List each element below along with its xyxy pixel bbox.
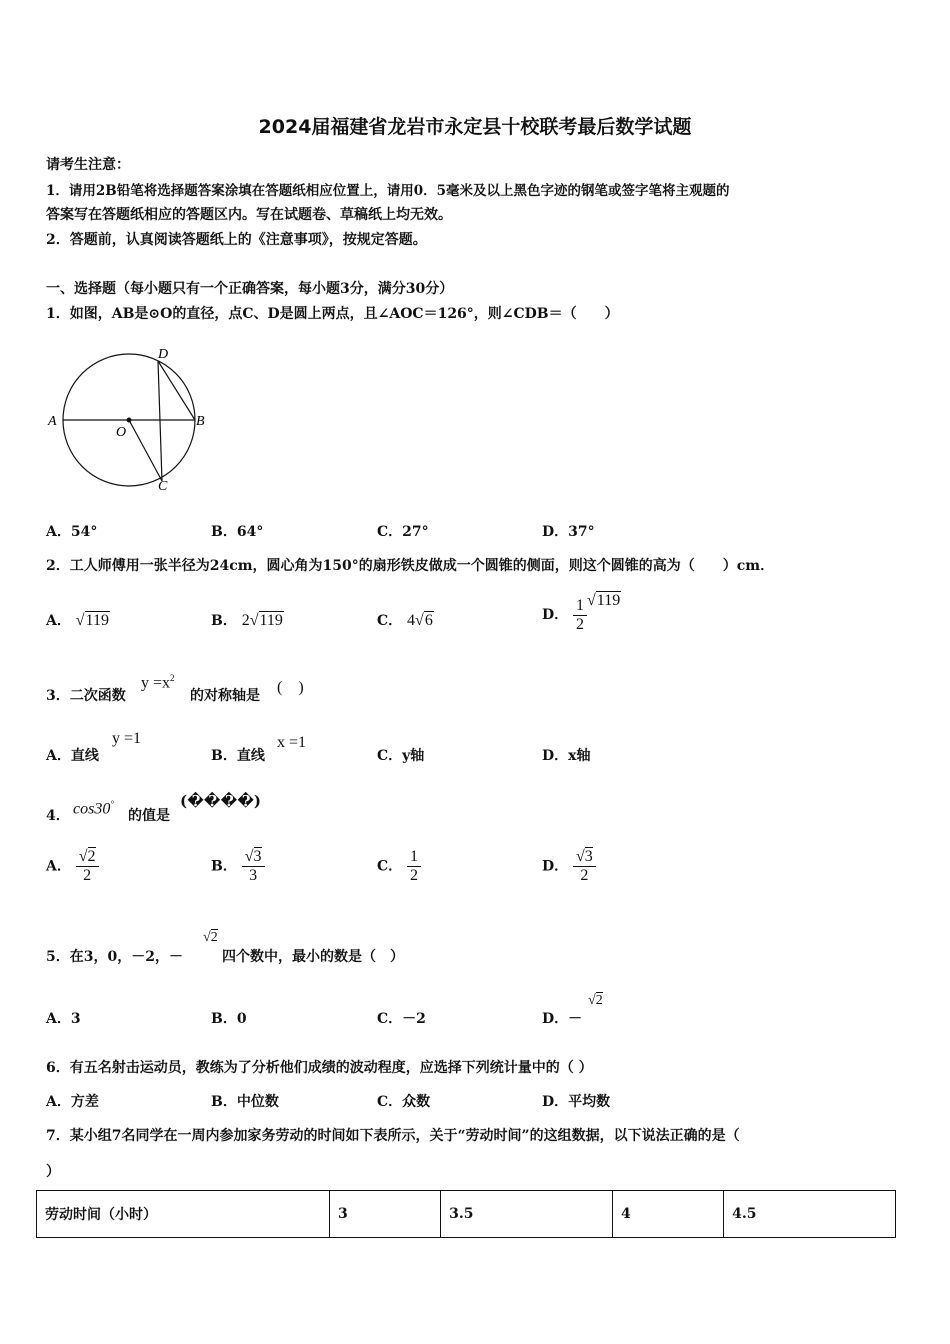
q3-option-a-label: A．直线 — [46, 748, 99, 764]
q5-option-b: B．0 — [211, 1011, 247, 1027]
q2-option-b-label: B． — [211, 613, 237, 629]
q2-b-value: √119 — [249, 612, 283, 629]
question-3-paren: ( ) — [277, 679, 304, 696]
q4-c-fraction — [407, 848, 421, 885]
question-5-sqrt: √2 — [203, 930, 218, 945]
q4-formula-base: cos30 — [73, 800, 111, 818]
q2-d-radicand: 119 — [596, 592, 621, 609]
question-4-formula — [73, 799, 114, 818]
q4-option-c — [377, 848, 421, 885]
q6-option-a: A．方差 — [46, 1094, 99, 1110]
q4-option-d-label: D． — [542, 858, 569, 875]
q4-b-numerator: √3 — [242, 848, 265, 867]
q2-a-value: √119 — [75, 612, 109, 629]
q2-d-denominator: 2 — [576, 615, 585, 633]
q4-d-radicand: 3 — [584, 848, 593, 865]
q5-option-d-sqrt: √2 — [588, 993, 603, 1008]
q2-d-numerator: 1 — [573, 597, 587, 616]
q4-c-denominator: 2 — [410, 867, 419, 884]
label-c: C — [158, 479, 168, 494]
q2-option-c-label: C． — [377, 613, 403, 629]
label-b: B — [196, 414, 205, 429]
q3-option-c: C．y轴 — [377, 748, 425, 764]
q1-option-d: D．37° — [542, 524, 595, 540]
notice-item1-line2: 答案写在答题纸相应的答题区内。写在试题卷、草稿纸上均无效。 — [46, 207, 452, 223]
table-cell: 3 — [330, 1191, 441, 1238]
q4-a-radicand: 2 — [87, 848, 96, 865]
label-a: A — [48, 414, 57, 429]
question-5-prefix: 5．在3，0，－2，－ — [46, 949, 183, 965]
question-4-paren: (����) — [180, 792, 261, 810]
q2-a-radicand: 119 — [85, 612, 109, 629]
question-4-prefix: 4． — [46, 808, 70, 824]
table-cell: 4 — [612, 1191, 723, 1238]
q3-option-b-formula: x =1 — [277, 734, 307, 751]
q5-d-radicand: 2 — [595, 993, 603, 1008]
table-cell: 4.5 — [724, 1191, 896, 1238]
page-title: 2024届福建省龙岩市永定县十校联考最后数学试题 — [258, 116, 692, 138]
q5-option-c: C．－2 — [377, 1011, 426, 1027]
q3-formula-exponent: 2 — [170, 673, 175, 683]
q1-option-c: C．27° — [377, 524, 429, 540]
q2-b-radicand: 119 — [259, 612, 283, 629]
center-point — [127, 418, 132, 423]
question-3-prefix: 3．二次函数 — [46, 688, 126, 704]
q4-a-numerator: √2 — [76, 848, 99, 867]
chord-db — [158, 361, 195, 420]
question-3-suffix: 的对称轴是 — [190, 688, 260, 704]
q5-radicand: 2 — [210, 930, 218, 945]
q4-b-fraction — [242, 848, 265, 885]
q3-option-b-label: B．直线 — [211, 748, 265, 764]
table-row — [37, 1191, 896, 1238]
circle-diagram — [46, 342, 216, 494]
q2-option-d-label: D． — [542, 607, 569, 623]
q4-option-a — [46, 848, 99, 885]
q4-a-denominator: 2 — [83, 867, 92, 884]
radius-oc — [129, 420, 162, 481]
table-cell: 3.5 — [441, 1191, 613, 1238]
table-cell-header: 劳动时间（小时） — [37, 1191, 330, 1238]
q3-formula-base: y =x — [141, 674, 171, 692]
q4-degree: ° — [110, 799, 114, 809]
q6-option-d: D．平均数 — [542, 1094, 611, 1110]
q1-option-a: A．54° — [46, 524, 98, 540]
question-2-text: 2．工人师傅用一张半径为24cm，圆心角为150°的扇形铁皮做成一个圆锥的侧面，则这个圆锥的高为（ ）cm． — [46, 558, 775, 574]
q1-option-b: B．64° — [211, 524, 264, 540]
q2-d-sqrt: √119 — [587, 592, 621, 609]
q4-b-radicand: 3 — [253, 848, 262, 865]
q5-option-d: D．－ — [542, 1011, 583, 1027]
chord-dc — [158, 361, 162, 481]
label-d: D — [158, 347, 169, 362]
q2-c-radicand: 6 — [424, 612, 433, 629]
q2-c-coef: 4 — [407, 612, 416, 629]
q4-option-c-label: C． — [377, 858, 403, 875]
q4-option-b — [211, 848, 265, 885]
q6-option-b: B．中位数 — [211, 1094, 279, 1110]
notice-heading: 请考生注意： — [46, 157, 130, 173]
labor-time-table — [36, 1190, 896, 1238]
q4-a-fraction — [76, 848, 99, 885]
q3-option-a-formula: y =1 — [112, 730, 142, 747]
q2-option-c — [377, 610, 434, 630]
notice-item2: 2．答题前，认真阅读答题纸上的《注意事项》，按规定答题。 — [46, 232, 427, 248]
q2-d-fraction — [573, 597, 587, 634]
q2-b-coef: 2 — [241, 612, 250, 629]
question-6-text: 6．有五名射击运动员，教练为了分析他们成绩的波动程度，应选择下列统计量中的（ ） — [46, 1060, 593, 1076]
q4-d-fraction — [573, 848, 596, 885]
question-1-text: 1．如图，AB是⊙O的直径，点C、D是圆上两点，且∠AOC＝126°，则∠CDB＝（ ） — [46, 306, 619, 322]
question-4-suffix: 的值是 — [128, 808, 170, 824]
q4-c-numerator: 1 — [407, 848, 421, 867]
q6-option-c: C．众数 — [377, 1094, 431, 1110]
q4-option-b-label: B． — [211, 858, 237, 875]
q4-d-numerator: √3 — [573, 848, 596, 867]
q3-option-d: D．x轴 — [542, 748, 591, 764]
q2-option-b — [211, 610, 284, 630]
q4-d-denominator: 2 — [580, 867, 589, 884]
question-3-formula — [141, 673, 175, 692]
q4-b-denominator: 3 — [249, 867, 258, 884]
q5-option-a: A．3 — [46, 1011, 81, 1027]
label-o: O — [116, 425, 127, 440]
question-5-suffix: 四个数中，最小的数是（ ） — [222, 949, 404, 965]
question-7-line1: 7．某小组7名同学在一周内参加家务劳动的时间如下表所示，关于“劳动时间”的这组数据，以下说法正确的是（ — [46, 1128, 740, 1144]
q2-c-value: √6 — [415, 612, 433, 629]
q2-option-a-label: A． — [46, 613, 71, 629]
q4-option-d — [542, 848, 596, 885]
notice-item1-line1: 1．请用2B铅笔将选择题答案涂填在答题纸相应位置上，请用0．5毫米及以上黑色字迹的钢笔或签字笔将主观题的 — [46, 183, 730, 199]
q4-option-a-label: A． — [46, 858, 71, 875]
q2-option-a — [46, 610, 110, 630]
q2-option-d — [542, 592, 621, 634]
section-heading: 一、选择题（每小题只有一个正确答案，每小题3分，满分30分） — [46, 281, 454, 297]
question-7-line2: ） — [46, 1164, 60, 1180]
